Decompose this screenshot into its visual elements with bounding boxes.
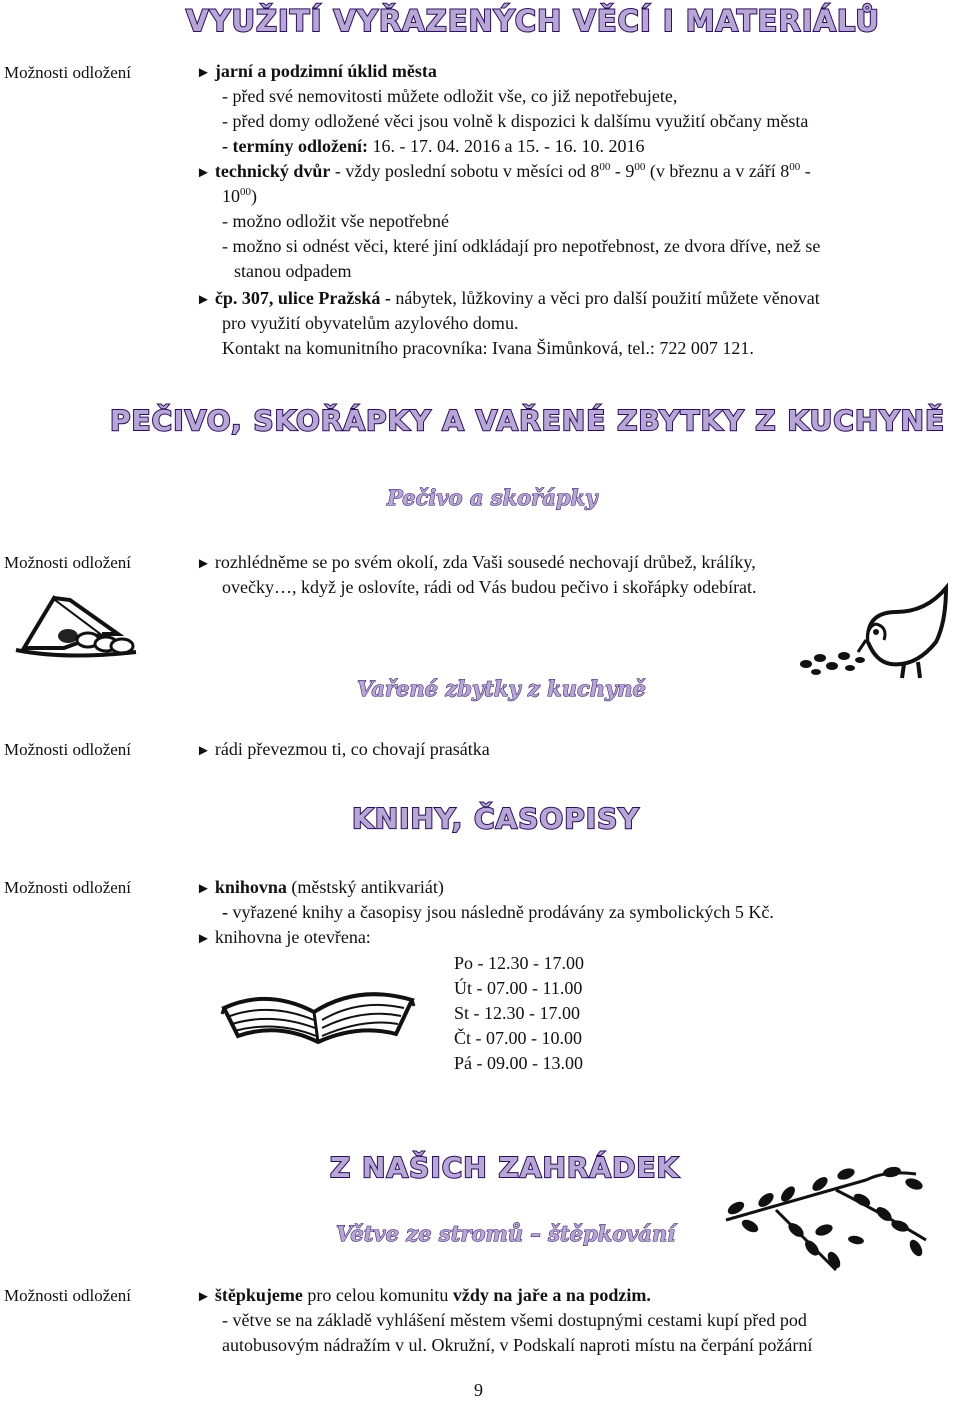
hours-row: Po - 12.30 - 17.00 [454,953,584,973]
section-title-gardens: Z NAŠICH ZAHRÁDEK [330,1151,680,1184]
hours-row: Pá - 09.00 - 13.00 [454,1053,583,1073]
disposal-options-label: Možnosti odložení [4,740,132,759]
bullet-bread: ► rozhlédněme se po svém okolí, zda Vaši sousedé nechovají drůbež, králíky, [196,552,756,572]
arrow-right-icon: ► [196,556,211,572]
hours-row: Út - 07.00 - 11.00 [454,978,583,998]
section-title-food: PEČIVO, SKOŘÁPKY A VAŘENÉ ZBYTKY Z KUCHYNĚ [110,404,946,437]
bullet-leftovers: ► rádi převezmou ti, co chovají prasátka [196,739,490,759]
disposal-options-label: Možnosti odložení [4,63,132,82]
subheading-bread: Pečivo a skořápky [387,485,598,510]
section-title-books: KNIHY, ČASOPISY [352,802,640,835]
subheading-cooked-leftovers: Vařené zbytky z kuchyně [357,676,646,701]
text-line: - větve se na základě vyhlášení městem všemi dostupnými cestami kupí před pod [222,1310,807,1330]
opening-hours [454,951,584,1076]
bullet-tech-yard: ► technický dvůr - vždy poslední sobotu v měsíci od $8^{00} - 9^{00}$ (v březnu a v září $8^{00}$ - [196,161,811,181]
arrow-right-icon: ► [196,743,211,759]
hours-row: Čt - 07.00 - 10.00 [454,1028,582,1048]
text-line: autobusovým nádražím v ul. Okružní, v Podskalí naproti místu na čerpání požární [222,1335,813,1355]
arrow-right-icon: ► [196,931,211,947]
arrow-right-icon: ► [196,65,211,81]
section-title-reuse: VYUŽITÍ VYŘAZENÝCH VĚCÍ I MATERIÁLŮ [186,4,880,38]
text-line: - možno odložit vše nepotřebné [222,211,449,231]
bread-icon [6,590,156,670]
page-number: 9 [474,1380,483,1400]
text-line: stanou odpadem [234,261,352,281]
text-line: - termíny odložení: 16. - 17. 04. 2016 a 15. - 16. 10. 2016 [222,136,645,156]
hours-row: St - 12.30 - 17.00 [454,1003,580,1023]
text-line: - vyřazené knihy a časopisy jsou následně prodávány za symbolických 5 Kč. [222,902,774,922]
text-line: - před své nemovitosti můžete odložit vše, co již nepotřebujete, [222,86,678,106]
text-line: pro využití obyvatelům azylového domu. [222,313,519,333]
contact-line: Kontakt na komunitního pracovníka: Ivana Šimůnková, tel.: 722 007 121. [222,338,754,358]
open-book-icon [218,968,418,1050]
branch-icon [716,1160,946,1290]
bullet-opening: ► knihovna je otevřena: [196,927,371,947]
disposal-options-label: Možnosti odložení [4,553,132,572]
arrow-right-icon: ► [196,292,211,308]
text-line: - možno si odnést věci, které jiní odkládají pro nepotřebnost, ze dvora dříve, než se [222,236,821,256]
text-line: - před domy odložené věci jsou volně k dispozici k dalšímu využití občany města [222,111,809,131]
disposal-options-label: Možnosti odložení [4,878,132,897]
bird-icon [796,582,956,682]
bullet-library: ► knihovna (městský antikvariát) [196,877,444,897]
arrow-right-icon: ► [196,165,211,181]
bullet-chipping: ► štěpkujeme pro celou komunitu vždy na jaře a na podzim. [196,1285,651,1305]
subheading-branches: Větve ze stromů – štěpkování [336,1221,676,1246]
text-line: $10^{00}$) [222,186,257,206]
text-line: ovečky…, když je oslovíte, rádi od Vás budou pečivo i skořápky odebírat. [222,577,757,597]
disposal-options-label: Možnosti odložení [4,1286,132,1305]
arrow-right-icon: ► [196,1289,211,1305]
bullet-shelter: ► čp. 307, ulice Pražská - nábytek, lůžkoviny a věci pro další použití můžete věnovat [196,288,820,308]
bullet-cleanup: ► jarní a podzimní úklid města [196,61,437,81]
arrow-right-icon: ► [196,881,211,897]
